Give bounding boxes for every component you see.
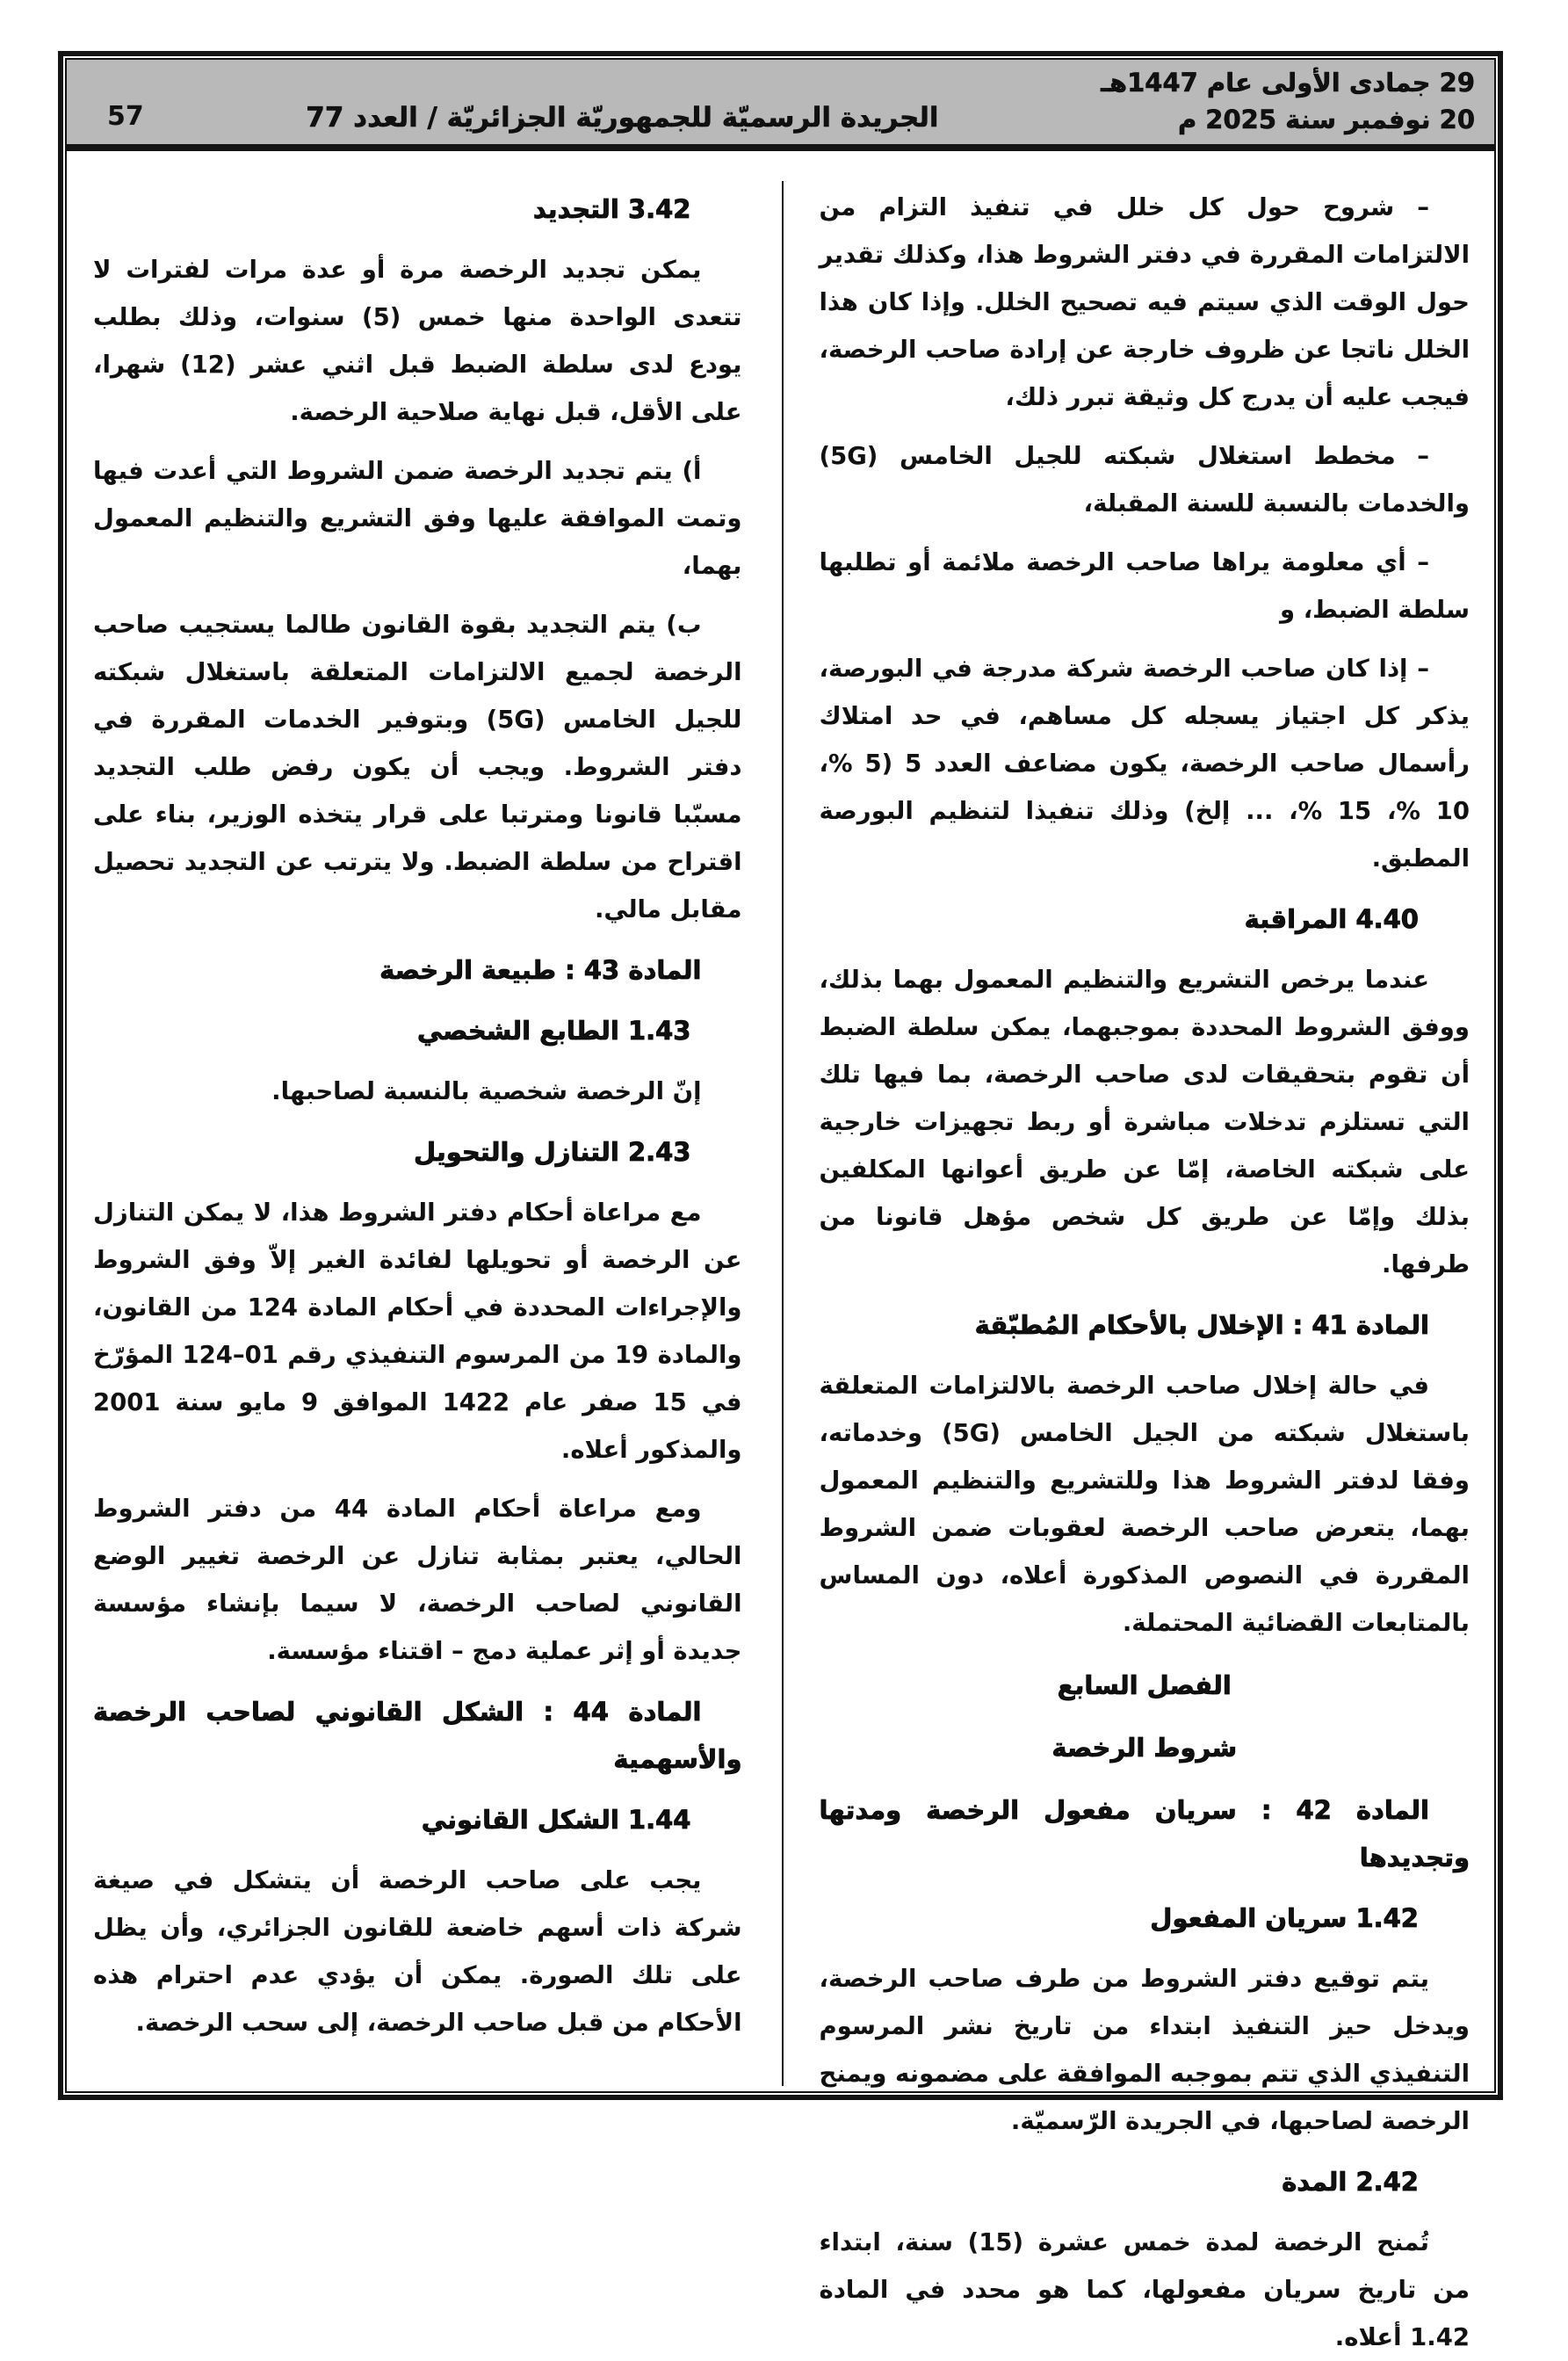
subsection-heading: 3.42 التجديد xyxy=(532,194,691,224)
article-heading: المادة 42 : سريان مفعول الرخصة ومدتها وتجديدها xyxy=(819,1795,1470,1872)
subsection-heading: 2.43 التنازل والتحويل xyxy=(413,1137,691,1167)
paragraph: تُمنح الرخصة لمدة خمس عشرة (15) سنة، ابتداء من تاريخ سريان مفعولها، كما هو محدد في المادة 1.42 أعلاه. xyxy=(819,2228,1470,2351)
article-heading: المادة 41 : الإخلال بالأحكام المُطبّقة xyxy=(974,1310,1429,1340)
paragraph: إنّ الرخصة شخصية بالنسبة لصاحبها. xyxy=(271,1077,702,1105)
journal-title: الجريدة الرسميّة للجمهوريّة الجزائريّة / العدد 77 xyxy=(306,102,939,134)
paragraph: يتم توقيع دفتر الشروط من طرف صاحب الرخصة، ويدخل حيز التنفيذ ابتداء من تاريخ نشر المرسوم التنفيذي الذي تتم بموجبه الموافقة على مضمونه ويمنح الرخصة لصاحبها، في الجريدة الرّسميّة. xyxy=(819,1965,1470,2135)
paragraph: ومع مراعاة أحكام المادة 44 من دفتر الشروط الحالي، يعتبر بمثابة تنازل عن الرخصة تغيير الوضع القانوني لصاحب الرخصة، لا سيما بإنشاء مؤسسة جديدة أو إثر عملية دمج – اقتناء مؤسسة. xyxy=(93,1495,742,1665)
paragraph: ب) يتم التجديد بقوة القانون طالما يستجيب صاحب الرخصة لجميع الالتزامات المتعلقة باستغلال شبكته للجيل الخامس (5G) وبتوفير الخدمات المقررة في دفتر الشروط. ويجب أن يكون رفض طلب التجديد مسبّبا قانونا ومترتبا على قرار يتخذه الوزير، بناء على اقتراح من سلطة الضبط. ولا يترتب عن التجديد تحصيل مقابل مالي. xyxy=(93,611,742,923)
dash-item: – مخطط استغلال شبكته للجيل الخامس (5G) والخدمات بالنسبة للسنة المقبلة، xyxy=(819,442,1470,518)
subsection-heading: 2.42 المدة xyxy=(1282,2167,1419,2197)
subsection-heading: 4.40 المراقبة xyxy=(1244,904,1419,934)
paragraph: في حالة إخلال صاحب الرخصة بالالتزامات المتعلقة باستغلال شبكته من الجيل الخامس (5G) وخدماته، وفقا لدفتر الشروط هذا وللتشريع والتنظيم المعمول بهما، يتعرض صاحب الرخصة لعقوبات ضمن الشروط المقررة في النصوص المذكورة أعلاه، دون المساس بالمتابعات القضائية المحتملة. xyxy=(819,1372,1470,1637)
dash-item: – أي معلومة يراها صاحب الرخصة ملائمة أو تطلبها سلطة الضبط، و xyxy=(819,548,1470,624)
paragraph: يجب على صاحب الرخصة أن يتشكل في صيغة شركة ذات أسهم خاضعة للقانون الجزائري، وأن يظل على تلك الصورة. يمكن أن يؤدي عدم احترام هذه الأحكام من قبل صاحب الرخصة، إلى سحب الرخصة. xyxy=(93,1866,742,2037)
article-heading: المادة 44 : الشكل القانوني لصاحب الرخصة والأسهمية xyxy=(93,1697,742,1774)
paragraph: مع مراعاة أحكام دفتر الشروط هذا، لا يمكن التنازل عن الرخصة أو تحويلها لفائدة الغير إلاّ وفق الشروط والإجراءات المحددة في أحكام المادة 124 من القانون، والمادة 19 من المرسوم التنفيذي رقم 01–124 المؤرّخ في 15 صفر عام 1422 الموافق 9 مايو سنة 2001 والمذكور أعلاه. xyxy=(93,1199,742,1464)
article-heading: المادة 43 : طبيعة الرخصة xyxy=(379,955,702,985)
page-content xyxy=(67,151,1494,2351)
right-column xyxy=(781,151,1495,2351)
paragraph: عندما يرخص التشريع والتنظيم المعمول بهما بذلك، ووفق الشروط المحددة بموجبهما، يمكن سلطة الضبط أن تقوم بتحقيقات لدى صاحب الرخصة، بما فيها تلك التي تستلزم تدخلات مباشرة أو ربط تجهيزات خارجية على شبكته الخاصة، إمّا عن طريق أعوانها المكلفين بذلك وإمّا عن طريق كل شخص مؤهل قانونا من طرفها. xyxy=(819,966,1470,1278)
journal-header xyxy=(67,60,1494,151)
page-frame xyxy=(58,51,1503,2351)
chapter-heading: الفصل السابع xyxy=(1057,1670,1232,1700)
left-column xyxy=(67,151,781,2091)
subsection-heading: 1.42 سريان المفعول xyxy=(1150,1903,1419,1933)
subsection-heading: 1.44 الشكل القانوني xyxy=(421,1805,691,1835)
page-frame-inner-border xyxy=(65,58,1496,2351)
subsection-heading: 1.43 الطابع الشخصي xyxy=(416,1016,691,1046)
chapter-subheading: شروط الرخصة xyxy=(1051,1733,1238,1763)
header-date-hijri: 29 جمادى الأولى عام 1447هـ xyxy=(1101,68,1475,98)
paragraph: أ) يتم تجديد الرخصة ضمن الشروط التي أعدت فيها وتمت الموافقة عليها وفق التشريع والتنظيم المعمول بهما، xyxy=(93,457,742,580)
header-date-gregorian: 20 نوفمبر سنة 2025 م xyxy=(1177,105,1475,134)
header-dates xyxy=(1101,60,1494,144)
paragraph: يمكن تجديد الرخصة مرة أو عدة مرات لفترات لا تتعدى الواحدة منها خمس (5) سنوات، وذلك بطلب يودع لدى سلطة الضبط قبل اثني عشر (12) شهرا، على الأقل، قبل نهاية صلاحية الرخصة. xyxy=(93,256,742,426)
dash-item: – إذا كان صاحب الرخصة شركة مدرجة في البورصة، يذكر كل اجتياز يسجله كل مساهم، في حد امتلاك رأسمال صاحب الرخصة، يكون مضاعف العدد 5 (5 %، 10 %، 15 %، ... إلخ) وذلك تنفيذا لتنظيم البورصة المطبق. xyxy=(819,655,1470,873)
page-number: 57 xyxy=(107,101,144,132)
dash-item: – شروح حول كل خلل في تنفيذ التزام من الالتزامات المقررة في دفتر الشروط هذا، وكذلك تقدير حول الوقت الذي سيتم فيه تصحيح الخلل. وإذا كان هذا الخلل ناتجا عن ظروف خارجة عن إرادة صاحب الرخصة، فيجب عليه أن يدرج كل وثيقة تبرر ذلك، xyxy=(819,193,1470,411)
